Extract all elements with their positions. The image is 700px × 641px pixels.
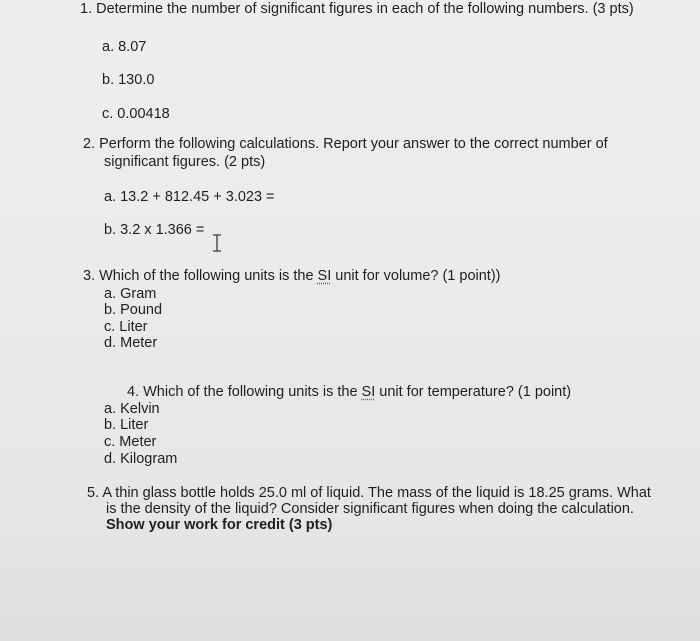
question-1-item-a: a. 8.07 xyxy=(102,39,147,55)
question-2-item-b: b. 3.2 x 1.366 = xyxy=(104,222,205,238)
question-2-line-1: 2. Perform the following calculations. Report your answer to the correct number of xyxy=(83,136,608,152)
question-5-line-2: is the density of the liquid? Consider significant figures when doing the calculation. xyxy=(106,501,634,517)
question-4-option-d: d. Kilogram xyxy=(104,451,178,467)
question-4-option-c: c. Meter xyxy=(104,434,157,450)
question-2-line-2: significant figures. (2 pts) xyxy=(104,154,266,170)
question-3-option-a: a. Gram xyxy=(104,286,157,302)
question-1-title: 1. Determine the number of significant figures in each of the following numbers. (3 pts) xyxy=(80,1,634,17)
question-3-option-d: d. Meter xyxy=(104,335,158,351)
question-5-line-1: 5. A thin glass bottle holds 25.0 ml of liquid. The mass of the liquid is 18.25 grams. What xyxy=(87,485,651,501)
text-cursor-icon xyxy=(210,234,224,252)
question-3-option-b: b. Pound xyxy=(104,302,163,318)
question-4-text: 4. Which of the following units is the SI unit for temperature? (1 point) xyxy=(127,384,572,400)
question-3-option-c: c. Liter xyxy=(104,319,148,335)
si-term: SI xyxy=(361,384,376,400)
si-term: SI xyxy=(317,268,332,284)
question-3-text: 3. Which of the following units is the SI unit for volume? (1 point)) xyxy=(83,268,501,284)
question-2-item-a: a. 13.2 + 812.45 + 3.023 = xyxy=(104,189,275,205)
question-1-item-c: c. 0.00418 xyxy=(102,106,170,122)
question-4-option-b: b. Liter xyxy=(104,417,149,433)
question-5-line-3: Show your work for credit (3 pts) xyxy=(106,517,333,533)
question-4-option-a: a. Kelvin xyxy=(104,401,160,417)
question-1-item-b: b. 130.0 xyxy=(102,72,155,88)
